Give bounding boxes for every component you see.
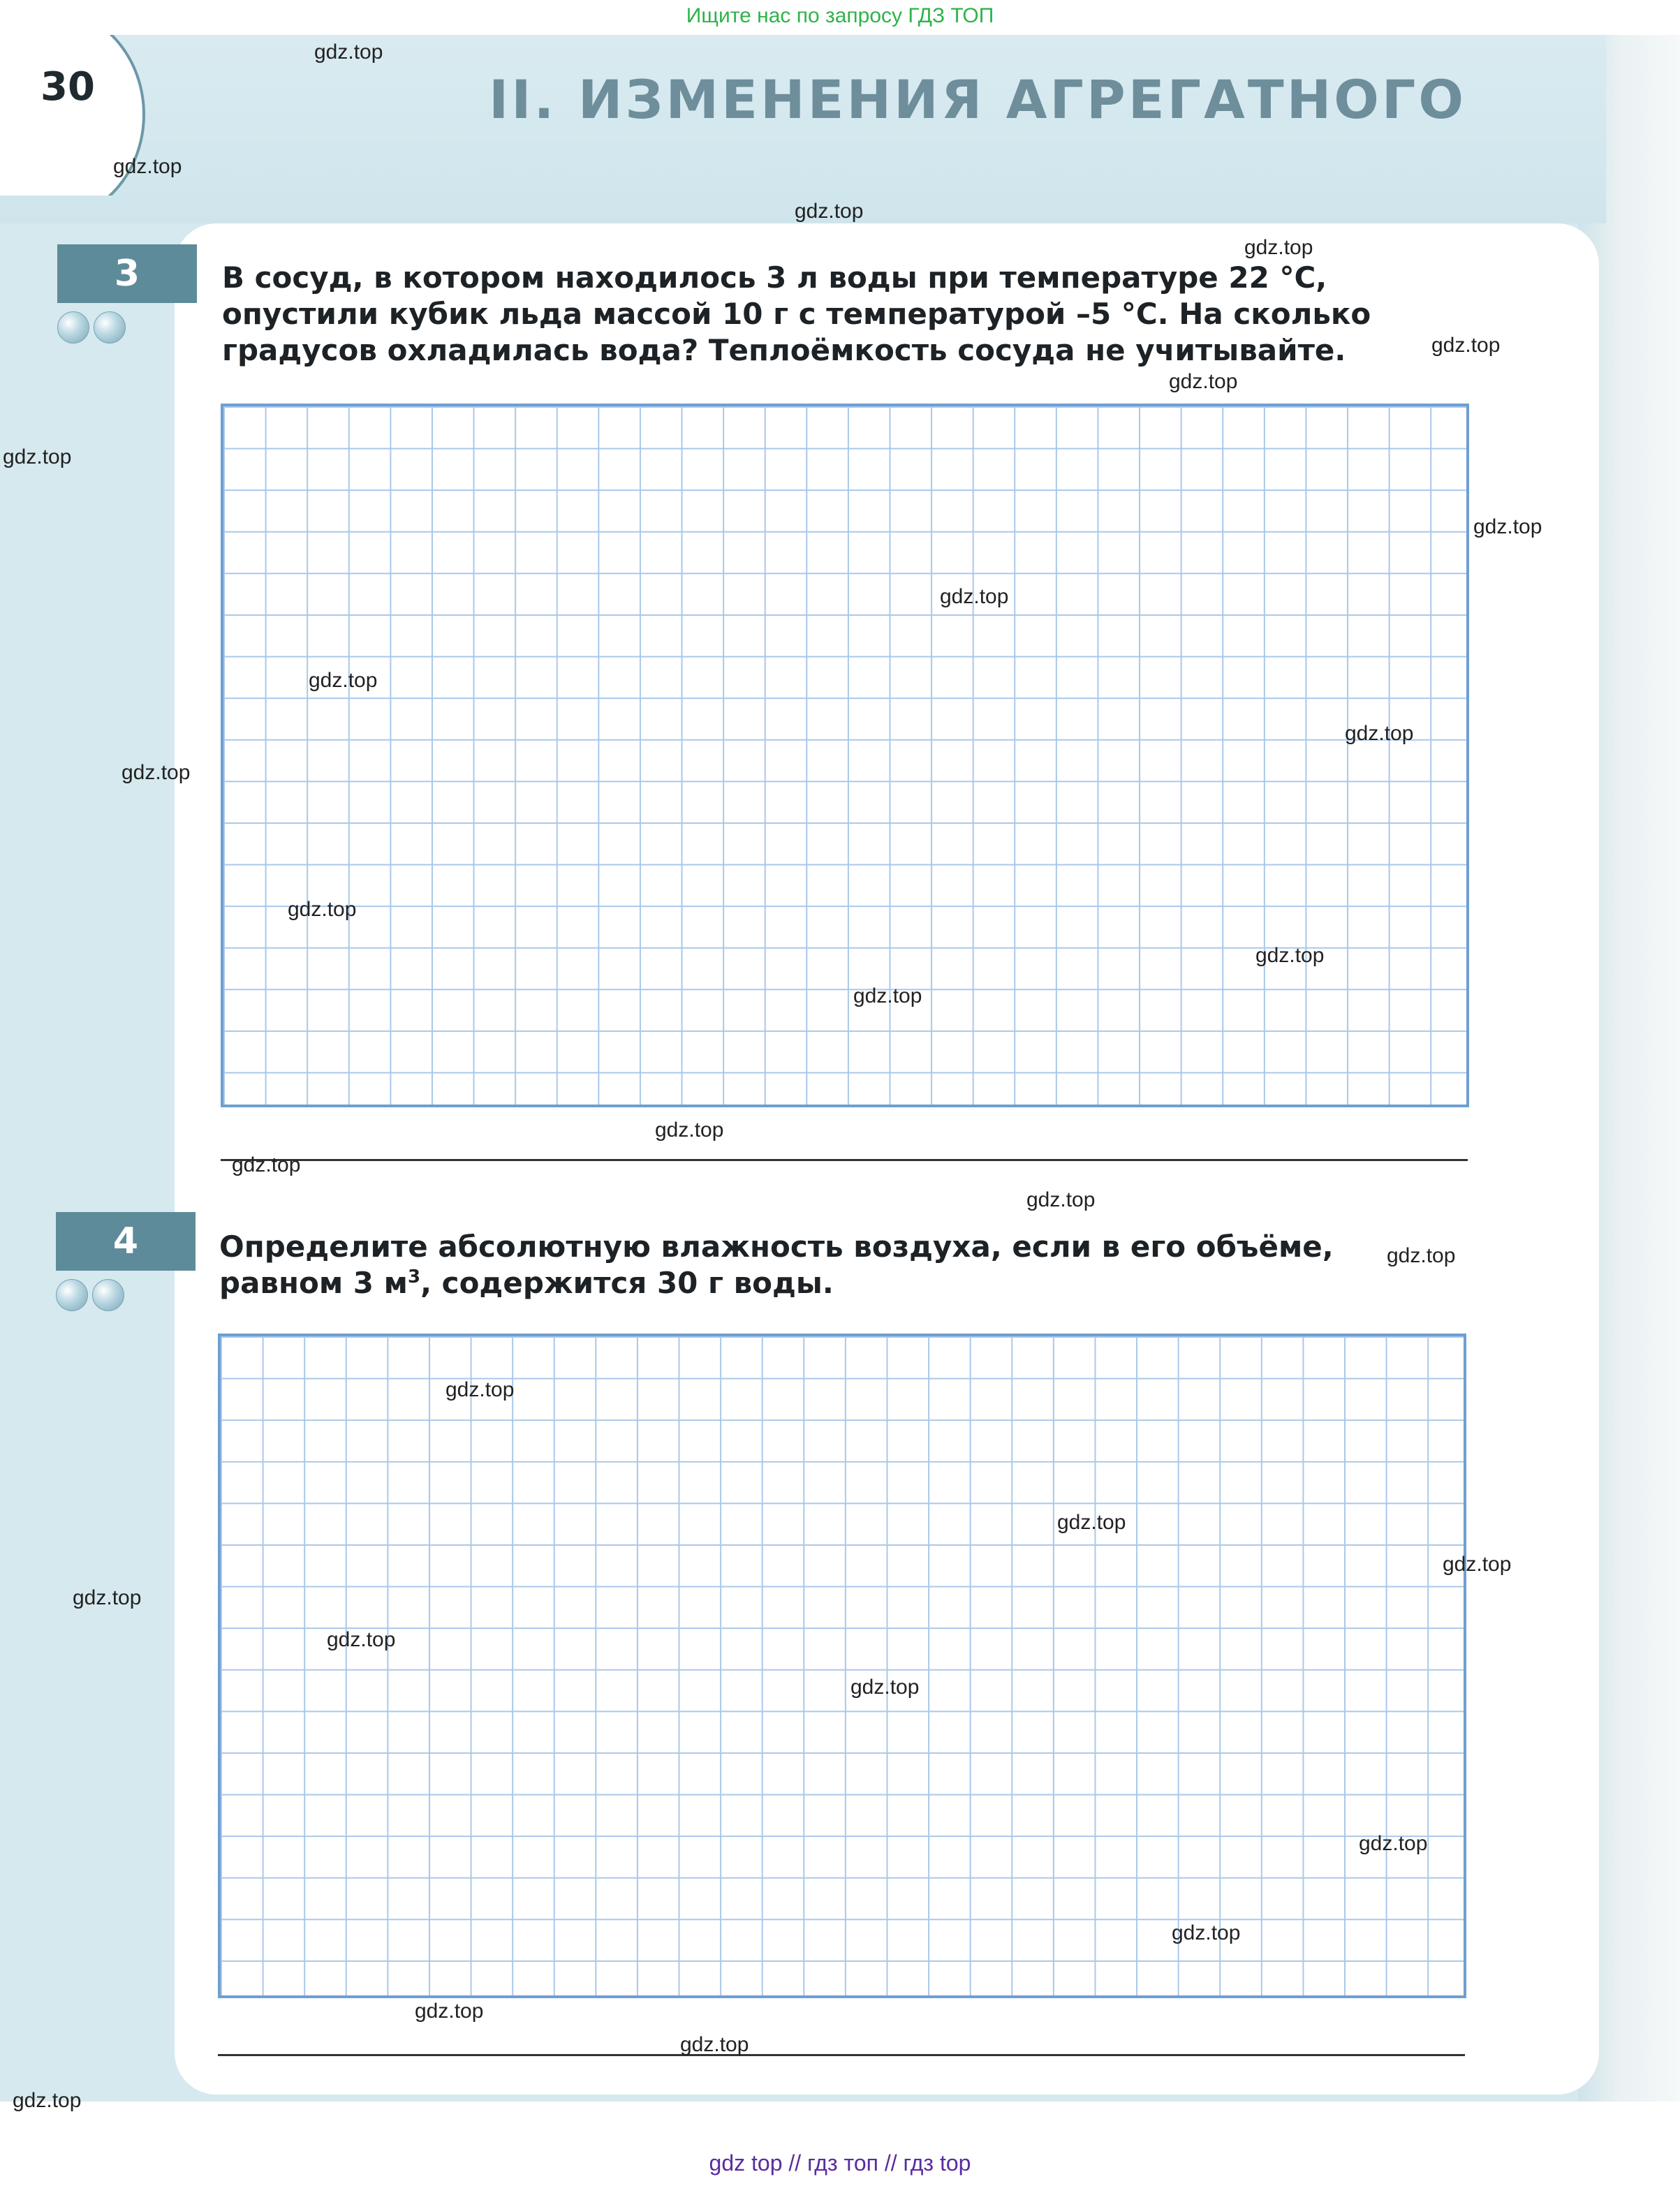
- task-3-answer-grid[interactable]: [221, 404, 1469, 1107]
- watermark: gdz.top: [1244, 236, 1313, 259]
- footer-links[interactable]: gdz top // гдз топ // гдз top: [709, 2150, 971, 2176]
- difficulty-dot-icon: [57, 311, 89, 344]
- difficulty-dot-icon: [56, 1279, 88, 1311]
- watermark: gdz.top: [795, 200, 864, 223]
- watermark: gdz.top: [3, 445, 72, 468]
- chapter-title: II. ИЗМЕНЕНИЯ АГРЕГАТНОГО: [489, 68, 1466, 131]
- superscript: 3: [408, 1266, 421, 1287]
- watermark: gdz.top: [327, 1628, 396, 1651]
- watermark: gdz.top: [1359, 1832, 1428, 1855]
- top-banner[interactable]: Ищите нас по запросу ГДЗ ТОП: [686, 4, 994, 27]
- watermark: gdz.top: [1473, 515, 1542, 538]
- watermark: gdz.top: [680, 2033, 749, 2056]
- watermark: gdz.top: [415, 2000, 484, 2023]
- watermark: gdz.top: [73, 1586, 142, 1609]
- watermark: gdz.top: [445, 1378, 515, 1401]
- watermark: gdz.top: [1345, 722, 1414, 745]
- task-4-answer-line: [218, 2054, 1465, 2056]
- page-number: 30: [40, 64, 95, 110]
- task-4-text: [219, 1229, 1476, 1301]
- task-3-badge: 3: [57, 244, 197, 303]
- watermark: gdz.top: [309, 669, 378, 692]
- watermark: gdz.top: [13, 2089, 82, 2112]
- task-4-line-part: равном 3 м: [219, 1266, 408, 1300]
- task-3-answer-line: [221, 1159, 1468, 1161]
- watermark: gdz.top: [1172, 1921, 1241, 1944]
- watermark: gdz.top: [1026, 1188, 1096, 1211]
- task-4-answer-grid[interactable]: [218, 1334, 1466, 1998]
- task-4-difficulty: [56, 1279, 124, 1311]
- watermark: gdz.top: [655, 1118, 724, 1142]
- watermark: gdz.top: [1387, 1244, 1456, 1267]
- task-4-line-part: , содержится 30 г воды.: [420, 1266, 834, 1300]
- watermark: gdz.top: [121, 761, 191, 784]
- watermark: gdz.top: [1057, 1511, 1126, 1534]
- watermark: gdz.top: [1443, 1553, 1512, 1576]
- task-3-difficulty: [57, 311, 126, 344]
- difficulty-dot-icon: [94, 311, 126, 344]
- task-4-line: Определите абсолютную влажность воздуха, если в его объёме,: [219, 1229, 1334, 1264]
- watermark: gdz.top: [850, 1676, 920, 1699]
- difficulty-dot-icon: [92, 1279, 124, 1311]
- watermark: gdz.top: [314, 40, 383, 64]
- task-4-line: [219, 1265, 1476, 1301]
- task-3-line: В сосуд, в котором находилось 3 л воды при температуре 22 °С,: [222, 260, 1327, 295]
- watermark: gdz.top: [232, 1153, 301, 1176]
- task-3-line: опустили кубик льда массой 10 г с температурой –5 °С. На сколько: [222, 297, 1371, 331]
- watermark: gdz.top: [940, 585, 1009, 608]
- watermark: gdz.top: [113, 155, 182, 178]
- watermark: gdz.top: [1255, 944, 1325, 967]
- watermark: gdz.top: [288, 898, 357, 921]
- task-3-line: градусов охладилась вода? Теплоёмкость сосуда не учитывайте.: [222, 333, 1346, 367]
- watermark: gdz.top: [1169, 370, 1238, 393]
- task-4-badge: 4: [56, 1212, 196, 1271]
- watermark: gdz.top: [1431, 334, 1501, 357]
- task-3-text: [222, 260, 1479, 369]
- watermark: gdz.top: [853, 984, 922, 1007]
